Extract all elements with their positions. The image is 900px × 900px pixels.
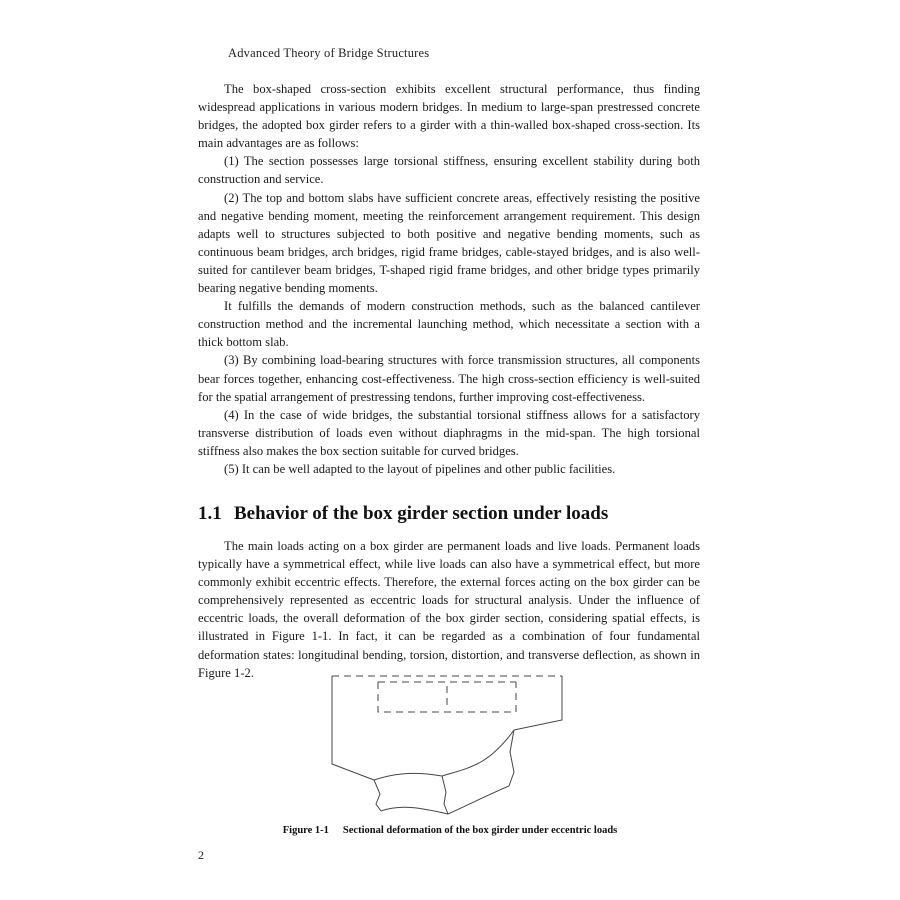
paragraph: (5) It can be well adapted to the layout of pipelines and other public facilities.	[224, 461, 616, 476]
paragraph: The box-shaped cross-section exhibits excellent structural performance, thus finding widespread applications in various modern bridges. In medium to large-span prestressed concrete bridges, the adopted box girder refers to a girder with a thin-walled box-shaped cross-section. Its main advantages are as follows:	[198, 82, 700, 151]
deformed-left-segment	[374, 780, 381, 811]
section-heading	[198, 503, 718, 525]
paragraph: It fulfills the demands of modern construction methods, such as the balanced cantilever construction method and the incremental launching method, which necessitate a section with a thick bottom slab.	[198, 299, 700, 350]
running-head: Advanced Theory of Bridge Structures	[228, 46, 430, 60]
paragraph: The main loads acting on a box girder are permanent loads and live loads. Permanent loads typically have a symmetrical effect, while live loads can also have a symmetrical effect, but more commonly exhibit eccentric effects. Therefore, the external forces acting on the box girder can be comprehensively represented as eccentric loads for structural analysis. Under the influence of eccentric loads, the overall deformation of the box girder section, considering spatial effects, is illustrated in Figure 1-1. In fact, it can be regarded as a combination of four fundamental deformation states: longitudinal bending, torsion, distortion, and transverse deflection, as shown in Figure 1-2.	[198, 539, 700, 680]
paragraph: (1) The section possesses large torsional stiffness, ensuring excellent stability during both construction and service.	[198, 154, 700, 187]
section-text	[198, 537, 700, 682]
figure-caption	[0, 825, 900, 836]
paragraph: (3) By combining load-bearing structures with force transmission structures, all components bear forces together, enhancing cost-effectiveness. The high cross-section efficiency is well-suited for the spatial arrangement of prestressing tendons, further improving cost-effectiveness.	[198, 353, 700, 404]
deformed-right-segment	[509, 730, 514, 786]
figure-caption-text: Sectional deformation of the box girder under eccentric loads	[342, 825, 618, 836]
box-girder-deformation-figure	[318, 668, 578, 818]
intro-text	[198, 80, 700, 478]
section-number: 1.1	[198, 503, 222, 524]
page-number: 2	[198, 848, 204, 862]
paragraph: (2) The top and bottom slabs have sufficient concrete areas, effectively resisting the positive and negative bending moment, meeting the reinforcement arrangement requirement. This design adapts well to structures subjected to both positive and negative bending moments, such as continuous beam bridges, arch bridges, rigid frame bridges, cable-stayed bridges, and is also well-suited for cantilever beam bridges, T-shaped rigid frame bridges, and other bridge types primarily bearing negative bending moments.	[198, 190, 700, 296]
section-title: Behavior of the box girder section under loads	[234, 503, 609, 524]
deformed-inner-web	[442, 776, 448, 814]
figure-label: Figure 1-1	[282, 825, 329, 836]
deformed-bottom-flange	[374, 730, 514, 780]
paragraph: (4) In the case of wide bridges, the substantial torsional stiffness allows for a satisfactory transverse distribution of loads even without diaphragms in the mid-span. The high torsional stiffness also makes the box section suitable for curved bridges.	[198, 407, 700, 458]
right-web	[514, 676, 562, 730]
left-web	[332, 676, 374, 780]
